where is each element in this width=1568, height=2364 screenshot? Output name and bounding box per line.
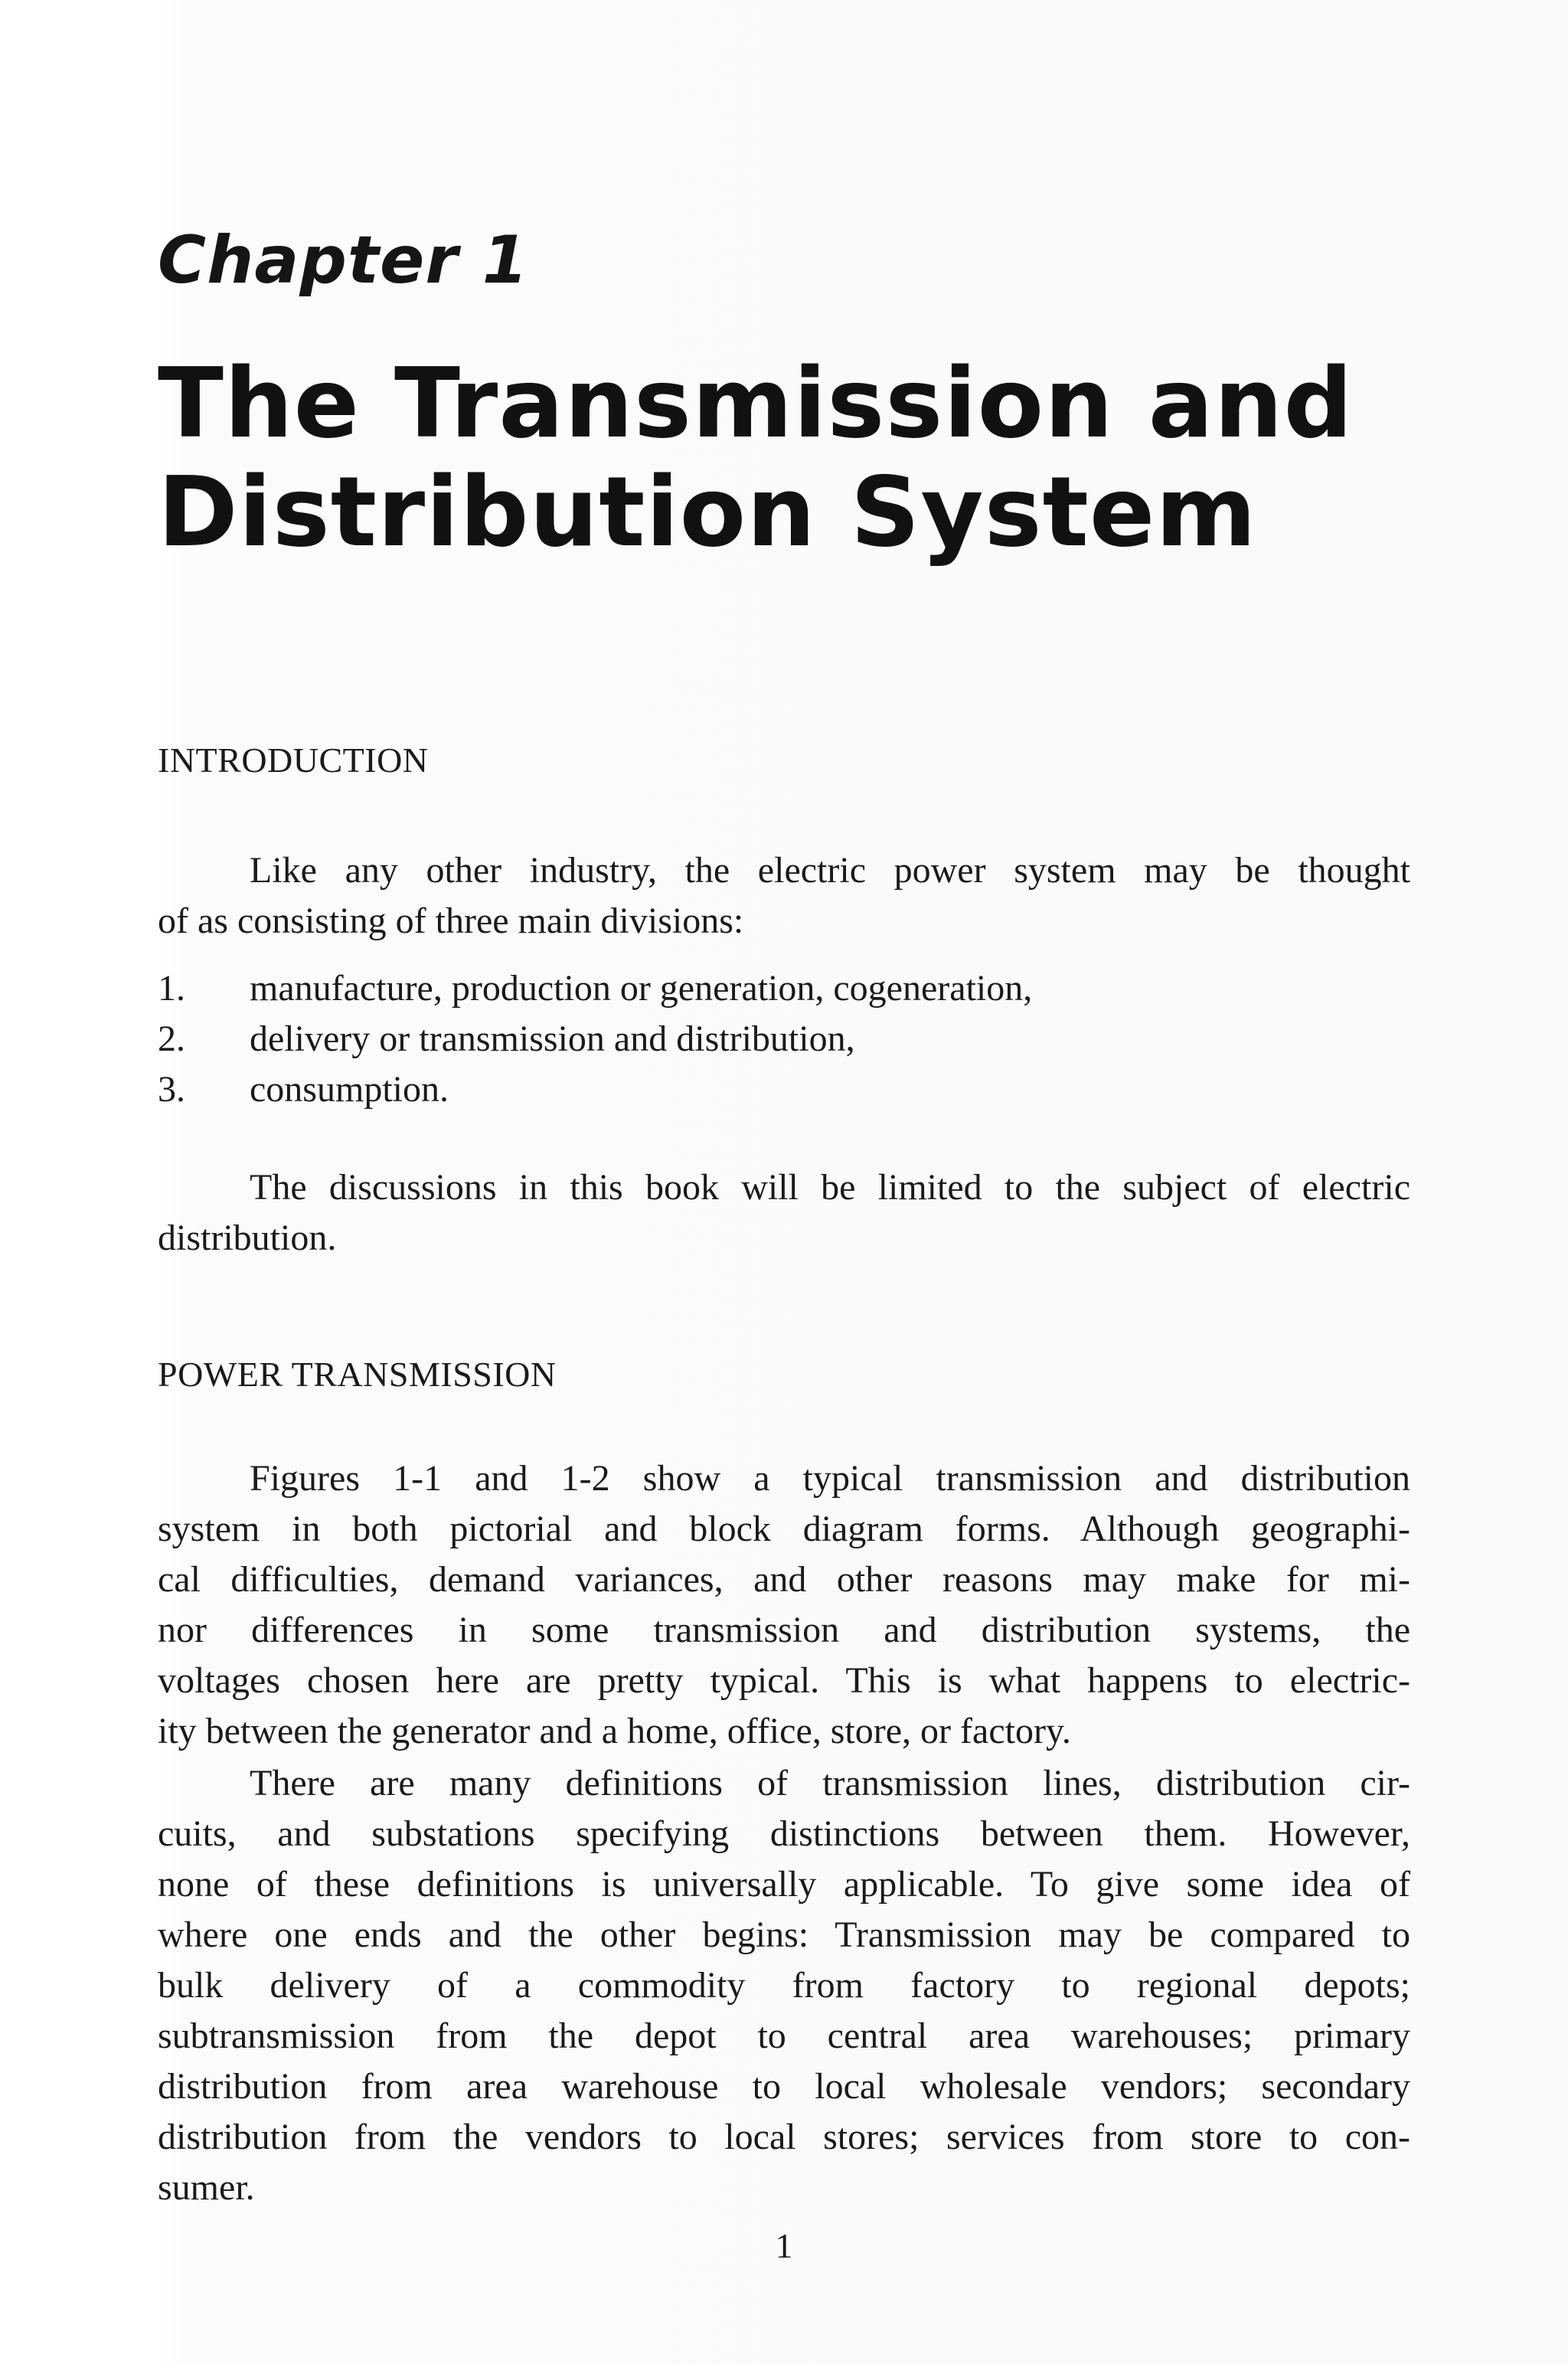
intro-paragraph-2	[158, 1162, 1410, 1264]
list-item-number: 3.	[158, 1069, 185, 1110]
text-line: The discussions in this book will be limited to the subject of electric	[250, 1167, 1410, 1208]
text-line: where one ends and the other begins: Transmission may be compared to	[158, 1914, 1410, 1955]
list-item	[158, 1014, 1032, 1064]
text-line: none of these definitions is universally applicable. To give some idea of	[158, 1864, 1410, 1905]
page-number: 1	[775, 2226, 793, 2265]
text-line: distribution from the vendors to local stores; services from store to con-	[158, 2117, 1410, 2157]
text-line: cal difficulties, demand variances, and other reasons may make for mi-	[158, 1559, 1410, 1600]
text-line: subtransmission from the depot to central area warehouses; primary	[158, 2016, 1410, 2056]
chapter-label: Chapter 1	[158, 222, 529, 299]
divisions-list	[158, 963, 1032, 1115]
text-line: voltages chosen here are pretty typical. This is what happens to electric-	[158, 1660, 1410, 1701]
intro-paragraph-1	[158, 845, 1410, 947]
text-line: nor differences in some transmission and distribution systems, the	[158, 1610, 1410, 1650]
text-line: ity between the generator and a home, office, store, or factory.	[158, 1711, 1071, 1751]
text-line: sumer.	[158, 2167, 255, 2208]
section-heading-introduction: INTRODUCTION	[158, 741, 429, 780]
chapter-title-line-1: The Transmission and	[158, 347, 1354, 459]
text-line: cuits, and substations specifying distinctions between them. However,	[158, 1813, 1410, 1854]
text-line: distribution.	[158, 1218, 337, 1258]
text-line: bulk delivery of a commodity from factory to regional depots;	[158, 1965, 1410, 2006]
list-item-number: 2.	[158, 1019, 185, 1059]
text-line: distribution from area warehouse to local wholesale vendors; secondary	[158, 2066, 1410, 2107]
section-heading-power-transmission: POWER TRANSMISSION	[158, 1355, 557, 1394]
text-line: of as consisting of three main divisions:	[158, 901, 744, 941]
list-item-text: delivery or transmission and distribution,	[250, 1019, 855, 1059]
power-transmission-paragraph-1	[158, 1453, 1410, 1757]
chapter-title	[158, 349, 1383, 567]
list-item	[158, 963, 1032, 1014]
list-item	[158, 1064, 1032, 1115]
list-item-text: consumption.	[250, 1069, 449, 1110]
text-line: Figures 1-1 and 1-2 show a typical transmission and distribution	[250, 1458, 1410, 1499]
chapter-title-line-2: Distribution System	[158, 456, 1257, 568]
list-item-number: 1.	[158, 968, 185, 1009]
text-line: Like any other industry, the electric power system may be thought	[250, 850, 1410, 891]
list-item-text: manufacture, production or generation, cogeneration,	[250, 968, 1033, 1009]
text-line: There are many definitions of transmission lines, distribution cir-	[250, 1763, 1410, 1803]
text-line: system in both pictorial and block diagram forms. Although geographi-	[158, 1509, 1410, 1549]
power-transmission-paragraph-2	[158, 1758, 1410, 2213]
